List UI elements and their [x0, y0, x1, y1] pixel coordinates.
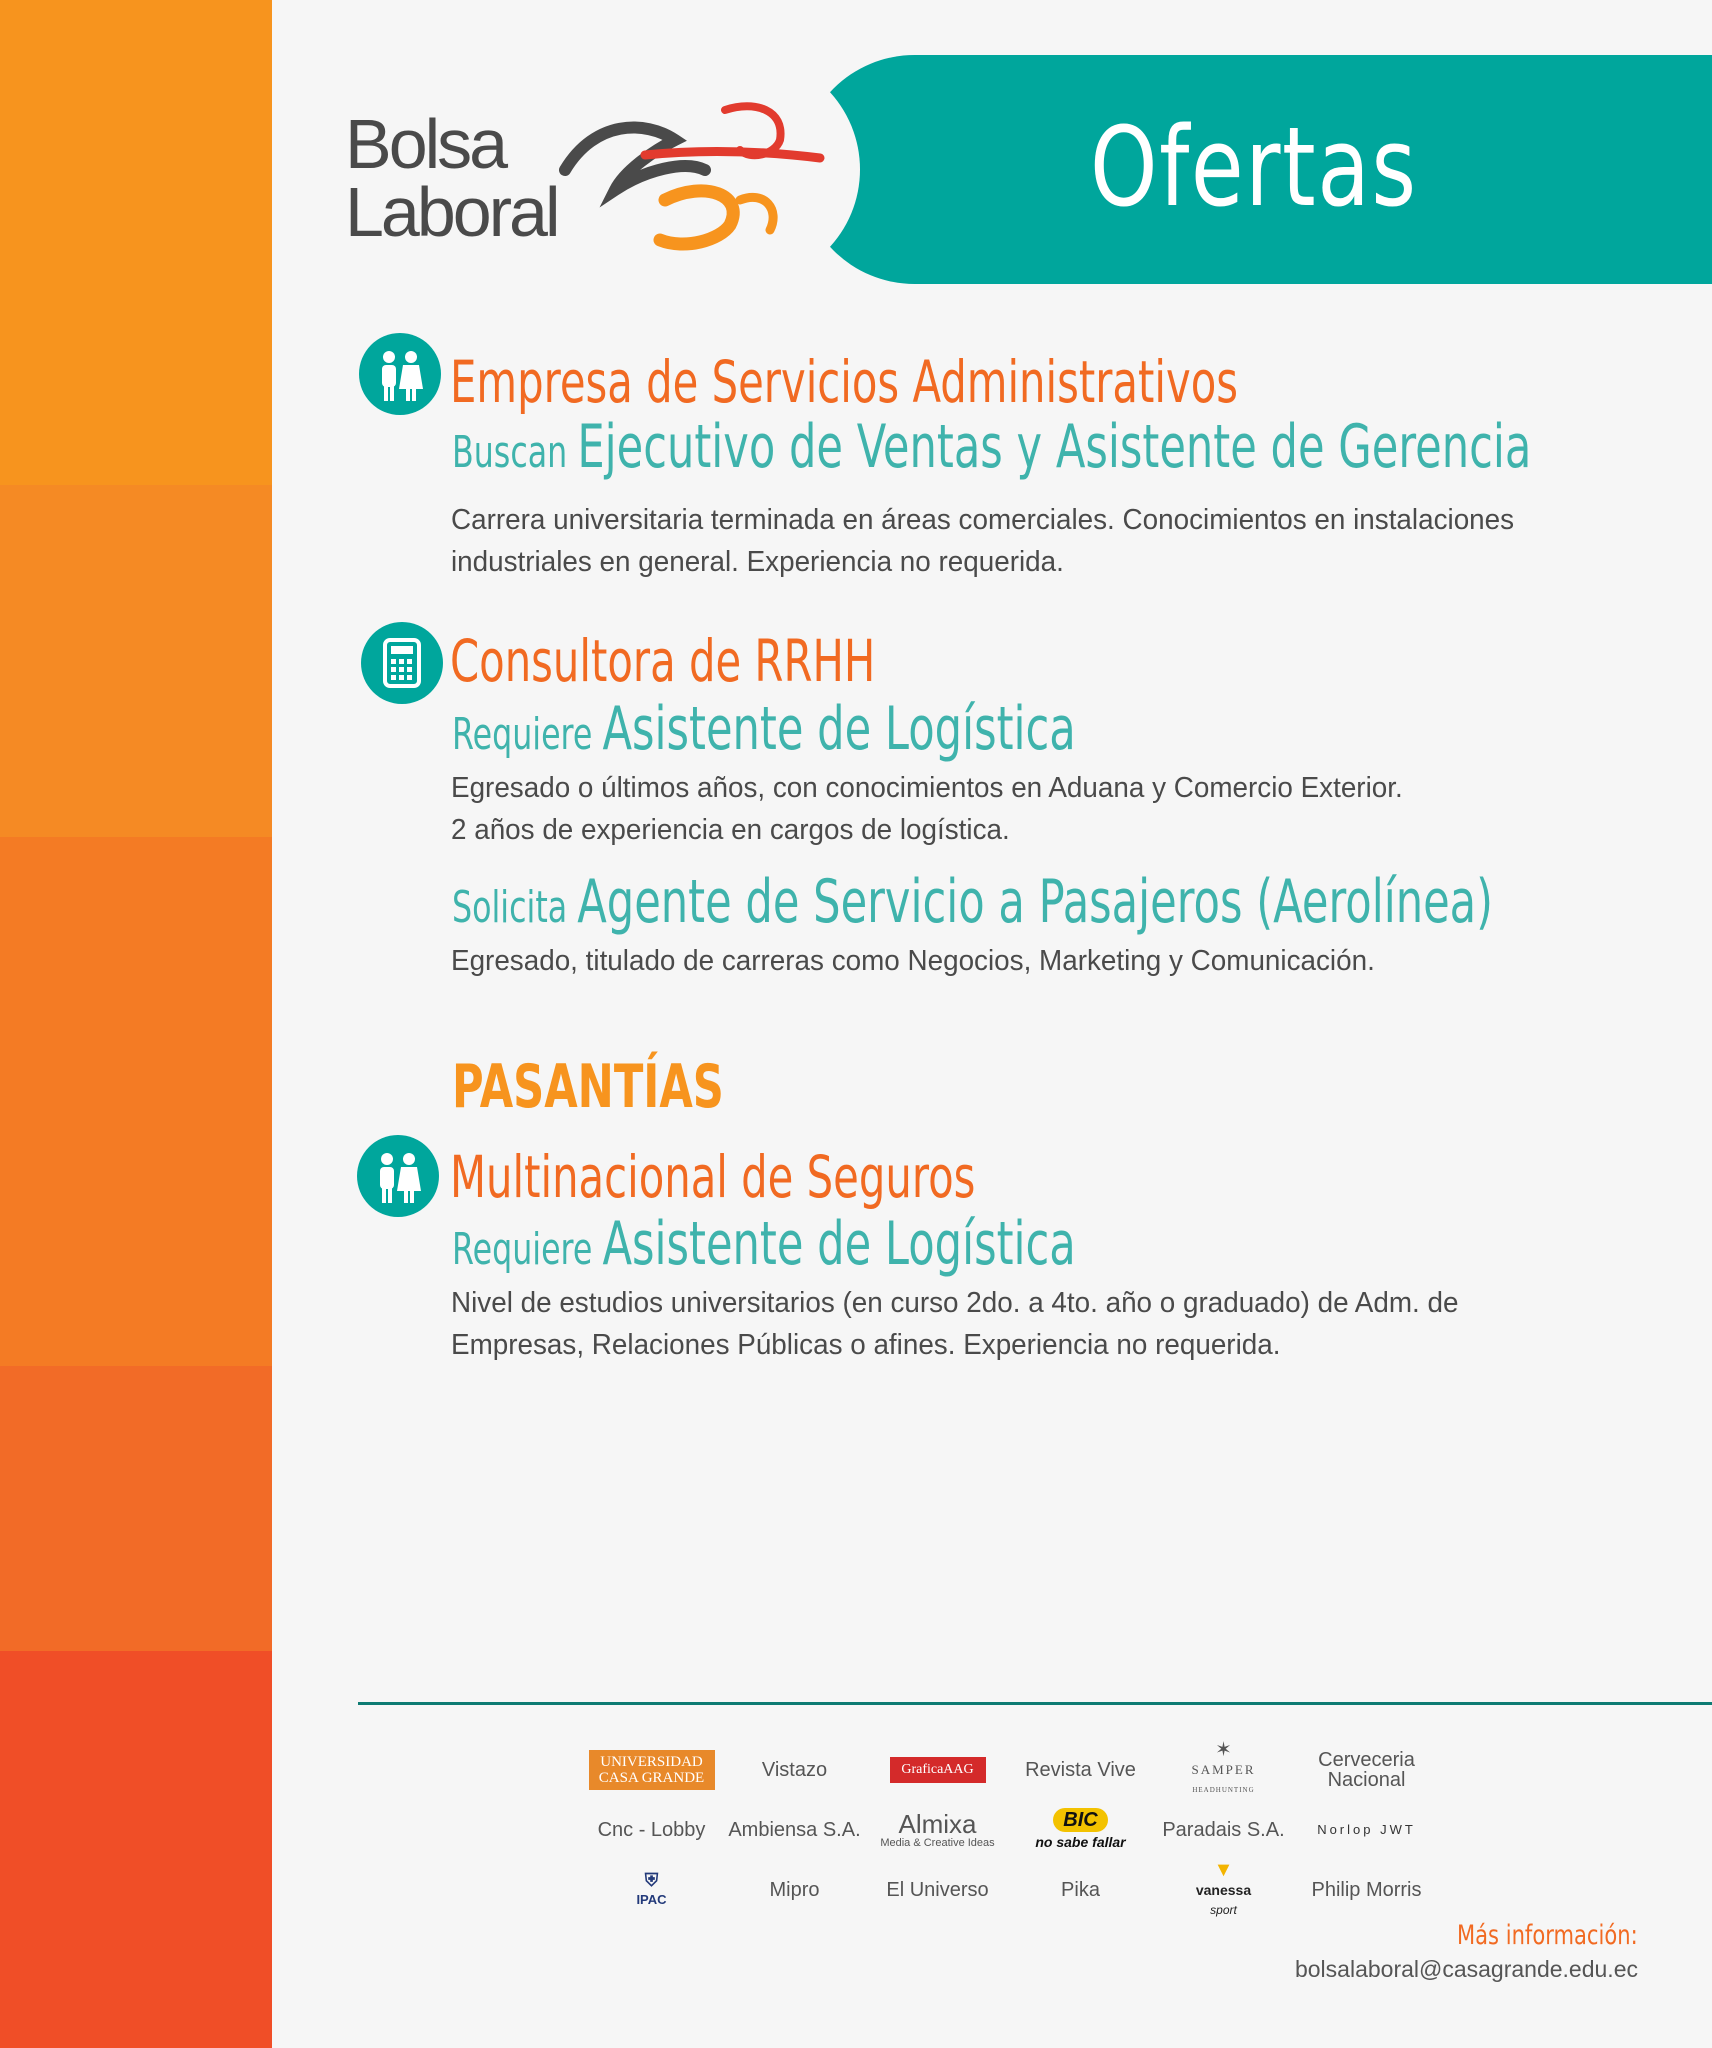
- role-description: [451, 767, 1545, 851]
- sponsor-text: Almixa: [898, 1809, 977, 1839]
- role-description: Nivel de estudios universitarios (en curso 2do. a 4to. año o graduado) de Adm. de Empresas, Relaciones Públicas o afines. Experiencia no requerida.: [451, 1287, 1459, 1361]
- people-icon: [357, 1135, 439, 1217]
- strip-band: [0, 0, 272, 485]
- sponsor-logo: Philip Morris: [1311, 1879, 1422, 1901]
- sponsor-logo: Revista Vive: [1025, 1759, 1136, 1781]
- sponsor-logo: Mipro: [769, 1879, 820, 1901]
- sponsor-logo-samper: [1152, 1740, 1295, 1800]
- strip-band: [0, 1366, 272, 1651]
- description-line: 2 años de experiencia en cargos de logística.: [451, 814, 1010, 846]
- sponsor-logo-ucg: [580, 1740, 723, 1800]
- section-heading-internships: PASANTÍAS: [452, 1052, 724, 1122]
- page-title: Ofertas: [1090, 103, 1418, 231]
- sponsor-logo-ipac: [580, 1860, 723, 1920]
- role-title: Asistente de Logística: [602, 1209, 1076, 1279]
- company-name: Multinacional de Seguros: [450, 1143, 976, 1211]
- sponsor-logo-grafica: [866, 1740, 1009, 1800]
- contact-email[interactable]: bolsalaboral@casagrande.edu.ec: [1294, 1956, 1638, 1982]
- company-name: Consultora de RRHH: [450, 627, 876, 695]
- sponsor-text: IPAC: [636, 1892, 667, 1907]
- role-description: Egresado, titulado de carreras como Negocios, Marketing y Comunicación.: [451, 945, 1375, 977]
- sponsor-logo: Paradais S.A.: [1162, 1819, 1285, 1841]
- sponsor-logo: Norlop JWT: [1317, 1822, 1416, 1837]
- logo-swoosh-icon: [555, 100, 835, 260]
- people-icon: [359, 333, 441, 415]
- logo-text: [345, 105, 558, 251]
- sponsor-text: UNIVERSIDAD: [600, 1754, 703, 1770]
- sponsor-logo: Vistazo: [761, 1759, 828, 1781]
- sponsor-text: no sabe fallar: [1035, 1834, 1126, 1850]
- sponsor-logo-cerveceria: [1295, 1740, 1438, 1800]
- strip-band: [0, 1651, 272, 2048]
- strip-band: [0, 485, 272, 837]
- left-color-strip: [0, 0, 272, 2048]
- role-title: Agente de Servicio a Pasajeros (Aerolínea): [577, 867, 1493, 937]
- sponsor-text: Media & Creative Ideas: [880, 1837, 995, 1849]
- sponsor-text: GraficaAAG: [890, 1757, 986, 1783]
- sponsor-logo-bic: [1009, 1800, 1152, 1860]
- role-verb: Requiere: [452, 709, 593, 760]
- sponsor-text: CASA GRANDE: [598, 1770, 705, 1786]
- sponsor-text: Cerveceria: [1318, 1749, 1415, 1771]
- sponsor-logo: El Universo: [886, 1879, 989, 1901]
- ipac-emblem-icon: ⛨: [644, 1870, 659, 1890]
- sponsor-text: SAMPER: [1191, 1762, 1256, 1777]
- sponsor-text: HEADHUNTING: [1192, 1786, 1255, 1794]
- role-line: [452, 694, 1076, 764]
- logo-line-1: Bolsa: [345, 105, 506, 183]
- role-description: Carrera universitaria terminada en áreas comerciales. Conocimientos en instalaciones industriales en general. Experiencia no requerida.: [451, 504, 1515, 578]
- description-line: Egresado o últimos años, con conocimientos en Aduana y Comercio Exterior.: [451, 772, 1403, 804]
- sponsor-logo: Ambiensa S.A.: [728, 1819, 861, 1841]
- sponsor-text: vanessa: [1195, 1882, 1252, 1898]
- sponsor-text: BIC: [1053, 1808, 1107, 1832]
- sponsor-logo-almixa: [866, 1800, 1009, 1860]
- samper-figure-icon: ✶: [1215, 1739, 1232, 1761]
- logo-line-2: Laboral: [345, 173, 558, 251]
- calculator-icon: [361, 622, 443, 704]
- sponsor-logo: Pika: [1061, 1879, 1100, 1901]
- role-title: Ejecutivo de Ventas y Asistente de Gerencia: [577, 412, 1532, 482]
- sponsor-text: Nacional: [1327, 1769, 1406, 1791]
- role-title: Asistente de Logística: [602, 694, 1076, 764]
- role-line: [452, 412, 1531, 482]
- strip-band: [0, 837, 272, 1366]
- sponsor-text: sport: [1210, 1903, 1237, 1917]
- sponsor-logos: [580, 1740, 1440, 1930]
- sponsor-logo: Cnc - Lobby: [597, 1819, 706, 1841]
- vanessa-emblem-icon: ▼: [1213, 1859, 1234, 1881]
- role-verb: Solicita: [452, 882, 568, 933]
- role-line: [452, 1209, 1076, 1279]
- more-info-label: Más información:: [1457, 1920, 1638, 1951]
- role-verb: Requiere: [452, 1224, 593, 1275]
- role-verb: Buscan: [452, 427, 568, 478]
- footer-divider: [358, 1702, 1712, 1705]
- company-name: Empresa de Servicios Administrativos: [450, 348, 1239, 416]
- bolsa-laboral-logo: [345, 100, 845, 270]
- sponsor-logo-vanessa: [1152, 1860, 1295, 1920]
- role-line: [452, 867, 1493, 937]
